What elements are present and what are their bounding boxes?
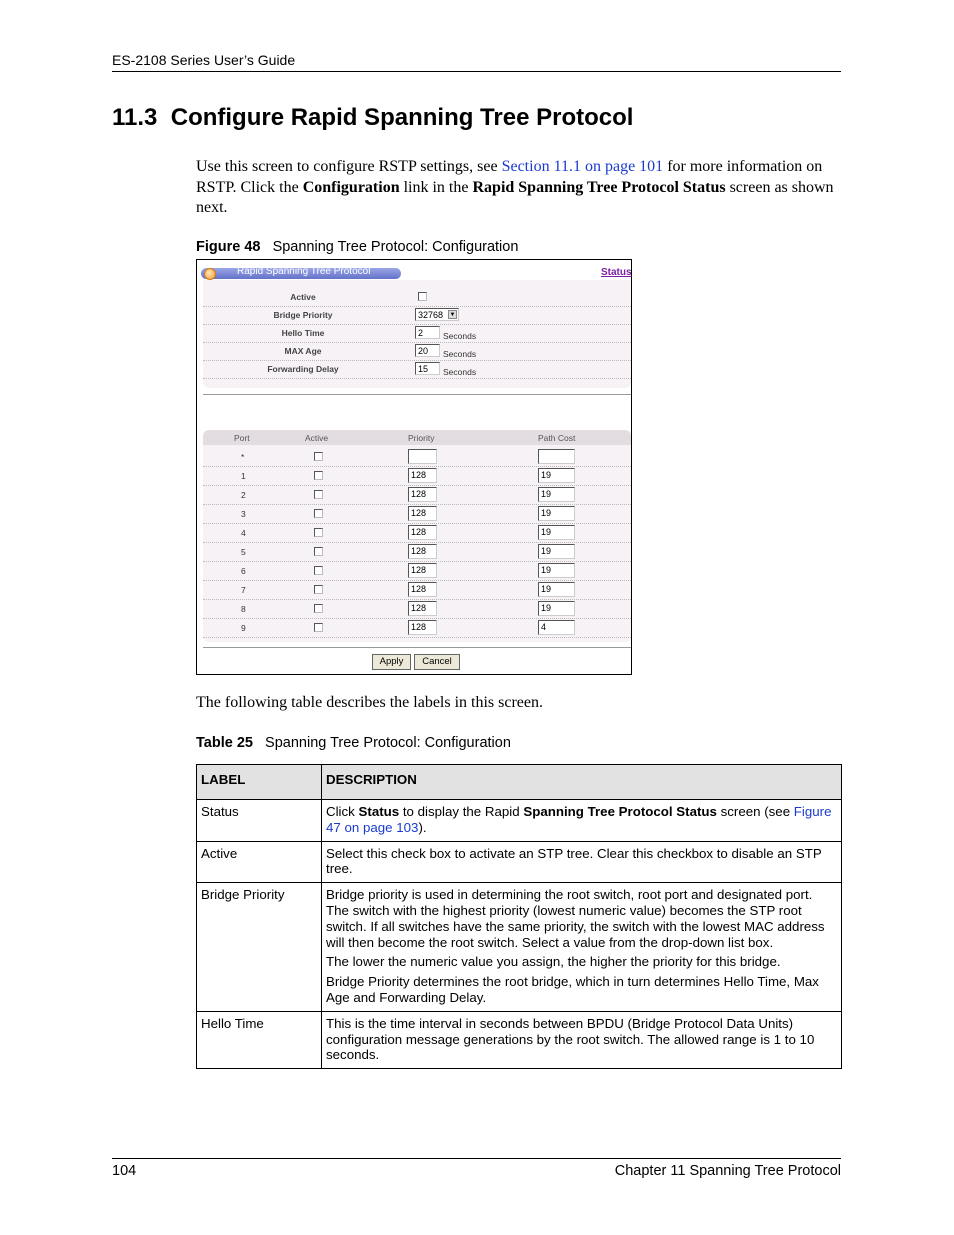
- port-priority-input[interactable]: 128: [408, 601, 437, 616]
- port-header: Port: [234, 433, 250, 443]
- port-active-checkbox[interactable]: [314, 490, 323, 499]
- port-row: [203, 504, 631, 524]
- active-label: Active: [290, 292, 316, 302]
- priority-header: Priority: [408, 433, 435, 443]
- row-description: [322, 883, 842, 1012]
- desc-text: to display the Rapid: [399, 804, 524, 819]
- port-active-checkbox[interactable]: [314, 509, 323, 518]
- active-checkbox[interactable]: [418, 292, 427, 301]
- desc-paragraph: Bridge priority is used in determining the root switch, root port and designated port. The switch with the highest priority (lowest numeric value) becomes the STP root switch. If all switches have the same priority, the switch with the lowest MAC address will then become the root switch. Select a value from the drop-down list box.: [326, 887, 825, 950]
- intro-text: link in the: [399, 178, 473, 196]
- figure-screenshot: [196, 259, 632, 675]
- port-active-checkbox[interactable]: [314, 471, 323, 480]
- running-header: ES-2108 Series User’s Guide: [112, 52, 296, 68]
- port-row: [203, 485, 631, 505]
- screen-title-bar: [201, 268, 401, 279]
- port-row: [203, 561, 631, 581]
- active-header: Active: [305, 433, 329, 443]
- seconds-unit: Seconds: [443, 331, 477, 341]
- max-age-label: MAX Age: [284, 346, 322, 356]
- hello-time-row: [203, 324, 631, 343]
- port-priority-input[interactable]: 128: [408, 525, 437, 540]
- port-active-checkbox[interactable]: [314, 623, 323, 632]
- status-link[interactable]: Status: [601, 267, 632, 278]
- hello-time-input[interactable]: 2: [415, 326, 440, 339]
- port-priority-input[interactable]: 128: [408, 468, 437, 483]
- port-priority-input[interactable]: 128: [408, 487, 437, 502]
- port-active-checkbox[interactable]: [314, 566, 323, 575]
- table-row: [197, 1011, 842, 1068]
- intro-text: Use this screen to configure RSTP settings, see: [196, 158, 502, 175]
- row-label: Active: [197, 841, 322, 883]
- port-priority-input[interactable]: 128: [408, 506, 437, 521]
- seconds-unit: Seconds: [443, 349, 477, 359]
- port-active-checkbox[interactable]: [314, 585, 323, 594]
- port-priority-input[interactable]: [408, 449, 437, 464]
- port-active-checkbox[interactable]: [314, 604, 323, 613]
- port-row: [203, 466, 631, 486]
- table-header-row: [197, 765, 842, 800]
- cancel-button[interactable]: Cancel: [414, 654, 460, 670]
- row-description: Select this check box to activate an STP tree. Clear this checkbox to disable an STP tree.: [322, 841, 842, 883]
- desc-bold: Status: [358, 804, 400, 819]
- row-label: Status: [197, 800, 322, 842]
- orb-icon: [204, 268, 216, 280]
- port-priority-input[interactable]: 128: [408, 582, 437, 597]
- path-cost-header: Path Cost: [538, 433, 576, 443]
- port-path-cost-input[interactable]: 19: [538, 582, 575, 597]
- row-description: [322, 800, 842, 842]
- chapter-title: Chapter 11 Spanning Tree Protocol: [614, 1163, 841, 1179]
- desc-paragraph: The lower the numeric value you assign, the higher the priority for this bridge.: [326, 954, 781, 970]
- divider: [203, 647, 631, 648]
- port-active-checkbox[interactable]: [314, 547, 323, 556]
- section-link[interactable]: Section 11.1 on page 101: [501, 158, 664, 175]
- page-number: 104: [112, 1163, 137, 1179]
- section-heading: Configure Rapid Spanning Tree Protocol: [170, 104, 634, 131]
- figure-caption: [196, 239, 518, 255]
- port-settings-panel: [203, 430, 631, 642]
- desc-text: ).: [418, 819, 427, 835]
- bridge-priority-select[interactable]: [415, 308, 459, 321]
- port-path-cost-input[interactable]: 19: [538, 506, 575, 521]
- port-number: *: [241, 452, 245, 462]
- port-path-cost-input[interactable]: 19: [538, 563, 575, 578]
- intro-text: screen as shown next.: [196, 178, 834, 216]
- port-row: [203, 447, 631, 467]
- desc-text: Click: [326, 804, 359, 819]
- port-number: 1: [241, 471, 246, 481]
- seconds-unit: Seconds: [443, 367, 477, 377]
- port-active-checkbox[interactable]: [314, 528, 323, 537]
- port-priority-input[interactable]: 128: [408, 563, 437, 578]
- port-row: [203, 580, 631, 600]
- port-row: [203, 599, 631, 619]
- forwarding-delay-row: [203, 360, 631, 379]
- row-description: This is the time interval in seconds between BPDU (Bridge Protocol Data Units) configuration message generations by the root switch. The allowed range is 1 to 10 seconds.: [322, 1011, 842, 1068]
- port-number: 8: [241, 604, 246, 614]
- description-column-header: DESCRIPTION: [322, 765, 842, 800]
- section-number: 11.3: [112, 104, 158, 131]
- port-table-header: [203, 430, 631, 445]
- port-row: [203, 542, 631, 562]
- port-row: [203, 523, 631, 543]
- row-label: Bridge Priority: [197, 883, 322, 1012]
- table-row: [197, 800, 842, 842]
- table-intro-text: The following table describes the labels in this screen.: [196, 694, 544, 711]
- hello-time-label: Hello Time: [281, 328, 325, 338]
- port-path-cost-input[interactable]: 19: [538, 525, 575, 540]
- port-number: 6: [241, 566, 246, 576]
- desc-paragraph: Bridge Priority determines the root bridge, which in turn determines Hello Time, Max Age and Forwarding Delay.: [326, 974, 819, 1005]
- port-path-cost-input[interactable]: [538, 449, 575, 464]
- table-row: [197, 883, 842, 1012]
- header-rule: [112, 71, 841, 72]
- port-number: 9: [241, 623, 246, 633]
- max-age-row: [203, 342, 631, 361]
- desc-text: screen (see: [716, 804, 794, 819]
- port-number: 3: [241, 509, 246, 519]
- port-number: 7: [241, 585, 246, 595]
- max-age-input[interactable]: 20: [415, 344, 440, 357]
- port-priority-input[interactable]: 128: [408, 620, 437, 635]
- table-caption: [196, 735, 511, 751]
- port-number: 5: [241, 547, 246, 557]
- port-path-cost-input[interactable]: 19: [538, 487, 575, 502]
- screen-title: Rapid Spanning Tree Protocol: [237, 266, 371, 277]
- active-row: [203, 288, 631, 307]
- label-column-header: LABEL: [197, 765, 322, 800]
- port-number: 4: [241, 528, 246, 538]
- intro-text: for more information on RSTP. Click the: [196, 158, 823, 196]
- figure-link[interactable]: Figure 47 on page 103: [326, 804, 832, 835]
- desc-bold: Spanning Tree Protocol Status: [523, 804, 717, 819]
- general-settings-panel: [203, 280, 631, 388]
- description-table: [196, 764, 842, 1069]
- figure-label: Figure 48: [196, 239, 261, 255]
- port-priority-input[interactable]: 128: [408, 544, 437, 559]
- port-row: [203, 618, 631, 638]
- intro-bold: Rapid Spanning Tree Protocol Status: [472, 178, 726, 196]
- intro-bold: Configuration: [302, 178, 400, 196]
- footer-rule: [112, 1158, 841, 1159]
- divider: [203, 394, 631, 395]
- forwarding-delay-input[interactable]: 15: [415, 362, 440, 375]
- chevron-down-icon: ▼: [449, 312, 456, 318]
- port-path-cost-input[interactable]: 4: [538, 620, 575, 635]
- row-label: Hello Time: [197, 1011, 322, 1068]
- port-path-cost-input[interactable]: 19: [538, 601, 575, 616]
- apply-button[interactable]: Apply: [372, 654, 411, 670]
- intro-paragraph: [196, 157, 844, 219]
- figure-caption-text: Spanning Tree Protocol: Configuration: [272, 239, 519, 255]
- table-row: [197, 841, 842, 883]
- port-path-cost-input[interactable]: 19: [538, 468, 575, 483]
- bridge-priority-row: [203, 306, 631, 325]
- table-label: Table 25: [196, 735, 253, 751]
- forwarding-delay-label: Forwarding Delay: [267, 364, 339, 374]
- port-path-cost-input[interactable]: 19: [538, 544, 575, 559]
- table-caption-text: Spanning Tree Protocol: Configuration: [265, 735, 511, 751]
- bridge-priority-value: 32768: [418, 310, 444, 320]
- bridge-priority-label: Bridge Priority: [273, 310, 333, 320]
- port-active-checkbox[interactable]: [314, 452, 323, 461]
- section-title: [112, 104, 633, 132]
- port-number: 2: [241, 490, 246, 500]
